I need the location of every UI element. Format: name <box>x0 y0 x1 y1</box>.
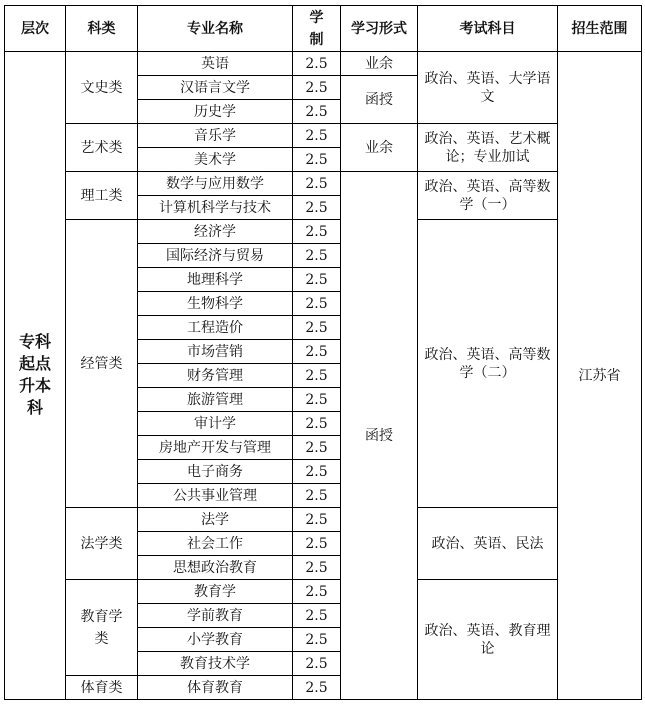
duration-cell: 2.5 <box>293 124 341 148</box>
exam-cell-ligong: 政治、英语、高等数学（一） <box>418 172 558 220</box>
exam-cell-faxue: 政治、英语、民法 <box>418 508 558 580</box>
major-cell: 小学教育 <box>138 628 293 652</box>
major-cell: 美术学 <box>138 148 293 172</box>
duration-cell: 2.5 <box>293 148 341 172</box>
duration-cell: 2.5 <box>293 676 341 700</box>
table-row <box>5 172 642 196</box>
major-cell: 房地产开发与管理 <box>138 436 293 460</box>
major-cell: 电子商务 <box>138 460 293 484</box>
major-cell: 旅游管理 <box>138 388 293 412</box>
duration-cell: 2.5 <box>293 220 341 244</box>
category-cell-jingguan: 经管类 <box>66 220 138 508</box>
header-row <box>5 6 642 52</box>
category-cell-yishu: 艺术类 <box>66 124 138 172</box>
major-cell: 财务管理 <box>138 364 293 388</box>
mode-cell: 业余 <box>341 124 418 172</box>
scope-cell: 江苏省 <box>558 52 642 700</box>
major-cell: 社会工作 <box>138 532 293 556</box>
category-cell-wenshi: 文史类 <box>66 52 138 124</box>
header-duration: 学制 <box>293 6 341 52</box>
exam-cell-jiaoyu: 政治、英语、教育理论 <box>418 580 558 700</box>
mode-cell: 函授 <box>341 76 418 124</box>
majors-table <box>4 5 642 700</box>
duration-cell: 2.5 <box>293 652 341 676</box>
level-cell: 专科起点升本科 <box>5 52 66 700</box>
duration-cell: 2.5 <box>293 412 341 436</box>
duration-cell: 2.5 <box>293 316 341 340</box>
table-row <box>5 220 642 244</box>
category-cell-ligong: 理工类 <box>66 172 138 220</box>
major-cell: 音乐学 <box>138 124 293 148</box>
major-cell: 体育教育 <box>138 676 293 700</box>
major-cell: 审计学 <box>138 412 293 436</box>
major-cell: 经济学 <box>138 220 293 244</box>
exam-cell-yishu: 政治、英语、艺术概论；专业加试 <box>418 124 558 172</box>
duration-cell: 2.5 <box>293 556 341 580</box>
major-cell: 国际经济与贸易 <box>138 244 293 268</box>
duration-cell: 2.5 <box>293 52 341 76</box>
header-enrollment-scope: 招生范围 <box>558 6 642 52</box>
table-row <box>5 124 642 148</box>
major-cell: 公共事业管理 <box>138 484 293 508</box>
duration-cell: 2.5 <box>293 100 341 124</box>
header-category: 科类 <box>66 6 138 52</box>
major-cell: 计算机科学与技术 <box>138 196 293 220</box>
table-row <box>5 52 642 76</box>
duration-cell: 2.5 <box>293 604 341 628</box>
duration-cell: 2.5 <box>293 460 341 484</box>
duration-cell: 2.5 <box>293 268 341 292</box>
duration-cell: 2.5 <box>293 292 341 316</box>
duration-cell: 2.5 <box>293 484 341 508</box>
category-cell-jiaoyu: 教育学类 <box>66 580 138 676</box>
mode-cell: 业余 <box>341 52 418 76</box>
table-row <box>5 580 642 604</box>
duration-cell: 2.5 <box>293 364 341 388</box>
mode-cell-big: 函授 <box>341 172 418 700</box>
major-cell: 英语 <box>138 52 293 76</box>
major-cell: 数学与应用数学 <box>138 172 293 196</box>
major-cell: 法学 <box>138 508 293 532</box>
duration-cell: 2.5 <box>293 340 341 364</box>
major-cell: 教育学 <box>138 580 293 604</box>
major-cell: 汉语言文学 <box>138 76 293 100</box>
duration-cell: 2.5 <box>293 388 341 412</box>
exam-cell-wenshi: 政治、英语、大学语文 <box>418 52 558 124</box>
duration-cell: 2.5 <box>293 580 341 604</box>
duration-cell: 2.5 <box>293 508 341 532</box>
duration-cell: 2.5 <box>293 628 341 652</box>
major-cell: 市场营销 <box>138 340 293 364</box>
category-cell-tiyu: 体育类 <box>66 676 138 700</box>
exam-cell-jingguan: 政治、英语、高等数学（二） <box>418 220 558 508</box>
header-major-name: 专业名称 <box>138 6 293 52</box>
header-level: 层次 <box>5 6 66 52</box>
major-cell: 地理科学 <box>138 268 293 292</box>
category-cell-faxue: 法学类 <box>66 508 138 580</box>
duration-cell: 2.5 <box>293 172 341 196</box>
major-cell: 工程造价 <box>138 316 293 340</box>
major-cell: 生物科学 <box>138 292 293 316</box>
duration-cell: 2.5 <box>293 436 341 460</box>
major-cell: 思想政治教育 <box>138 556 293 580</box>
header-exam-subjects: 考试科目 <box>418 6 558 52</box>
major-cell: 历史学 <box>138 100 293 124</box>
duration-cell: 2.5 <box>293 244 341 268</box>
duration-cell: 2.5 <box>293 532 341 556</box>
table-row <box>5 508 642 532</box>
major-cell: 教育技术学 <box>138 652 293 676</box>
duration-cell: 2.5 <box>293 196 341 220</box>
major-cell: 学前教育 <box>138 604 293 628</box>
duration-cell: 2.5 <box>293 76 341 100</box>
header-study-mode: 学习形式 <box>341 6 418 52</box>
